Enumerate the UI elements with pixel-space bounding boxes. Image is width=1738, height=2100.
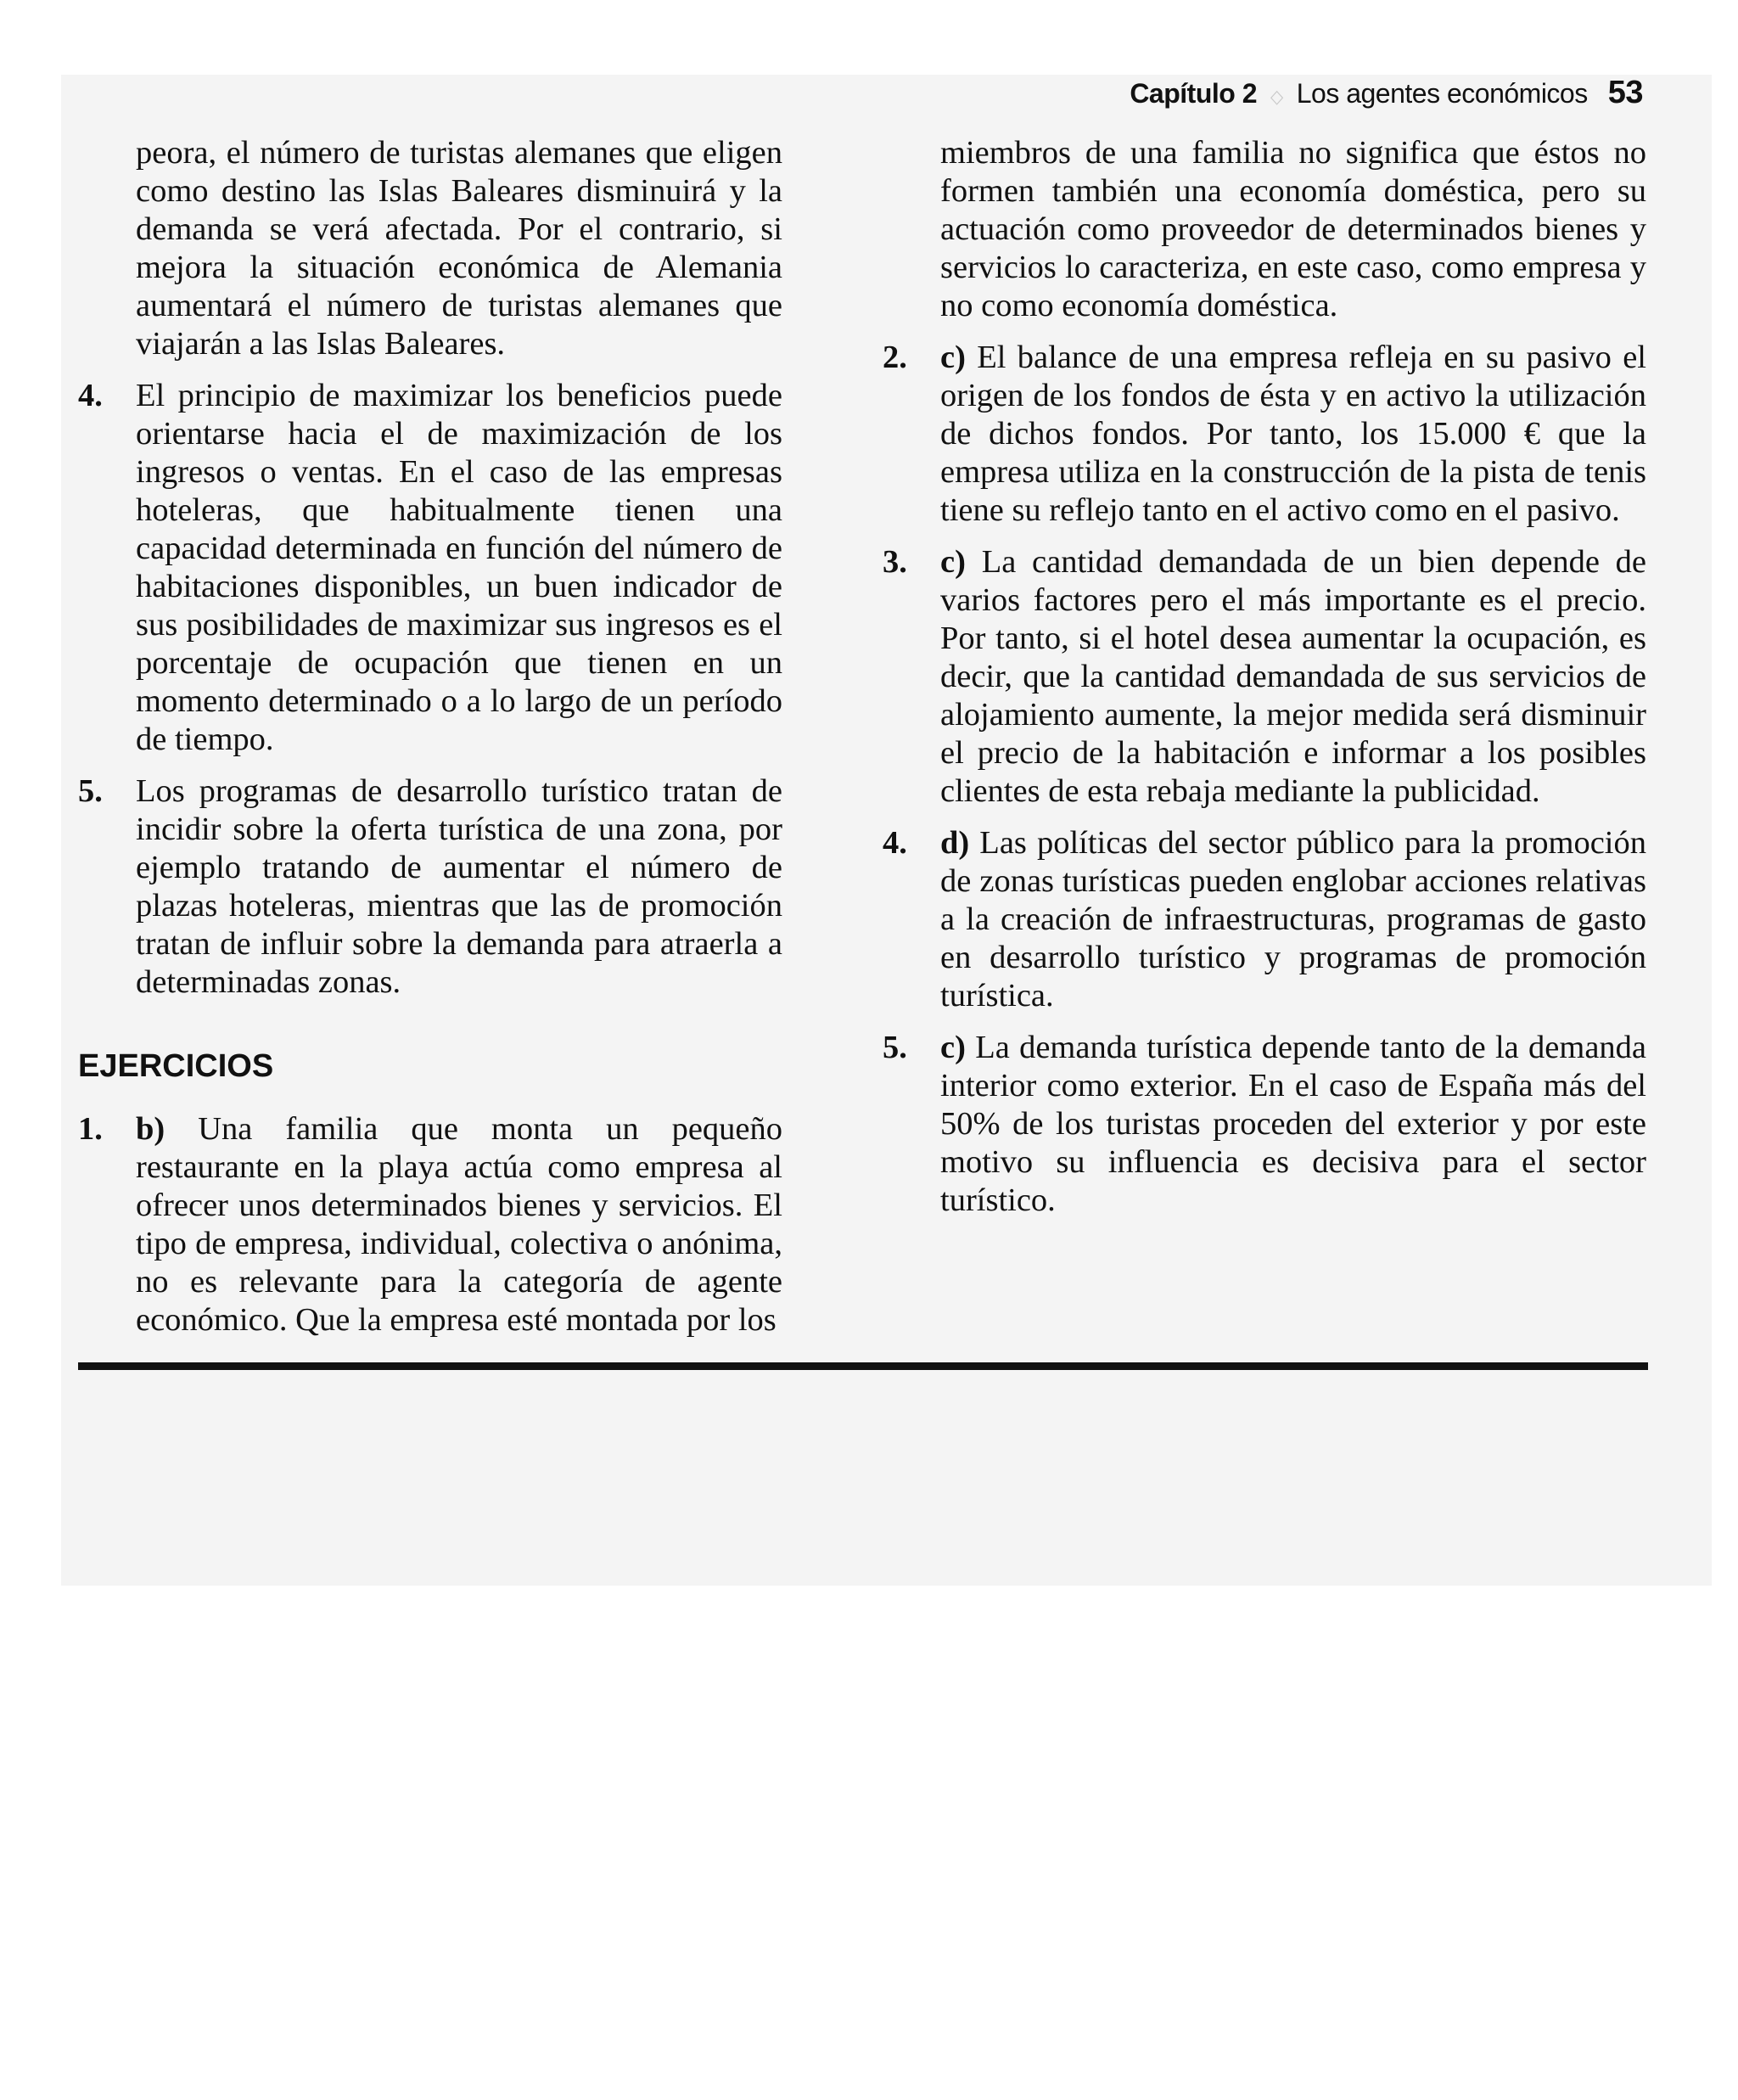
exercise-answer-5: [883, 1029, 1646, 1220]
item-number: 4.: [78, 378, 103, 413]
exercise-text: [940, 824, 1646, 1015]
bottom-rule: [78, 1362, 1648, 1370]
exercise-answer-4: [883, 824, 1646, 1015]
item-text: El principio de maximizar los beneficios puede orientarse hacia el de maximización de los ingresos o ventas. En el caso de las empresas hoteleras, que habitualmente tienen una capacidad determinada en función del número de habitaciones disponibles, un buen indicador de sus posibilidades de maximizar sus ingresos es el porcentaje de ocupación que tienen en un momento determinado o a lo largo de un período de tiempo.: [136, 378, 782, 757]
exercise-number: 2.: [883, 340, 907, 375]
exercise-answer-1: [78, 1110, 782, 1339]
exercise-text: [940, 543, 1646, 811]
exercise-text: [136, 1110, 782, 1339]
item-text: Los programas de desarrollo turístico tratan de incidir sobre la oferta turística de una zona, por ejemplo tratando de aumentar el número de plazas hoteleras, mientras que las de promoción tratan de influir sobre la demanda para atraerla a determinadas zonas.: [136, 773, 782, 1000]
exercise-number: 1.: [78, 1111, 103, 1147]
page-number: 53: [1607, 75, 1643, 110]
answer-explanation: La demanda turística depende tanto de la demanda interior como exterior. En el caso de España más del 50% de los turistas proceden del exterior y por este motivo su influencia es decisiva para el sector turístico.: [940, 1030, 1647, 1218]
exercise-number: 3.: [883, 544, 907, 580]
answer-letter: c): [940, 544, 966, 580]
section-heading: EJERCICIOS: [78, 1048, 274, 1084]
answer-explanation: La cantidad demandada de un bien depende de varios factores pero el más importante es el precio. Por tanto, si el hotel desea aumentar la ocupación, es decir, que la cantidad demandada de sus servicios de alojamiento aumente, la mejor medida será disminuir el precio de la habitación e informar a los posibles clientes de esta rebaja mediante la publicidad.: [940, 544, 1647, 809]
exercise-number: 5.: [883, 1030, 907, 1065]
left-column: [78, 134, 782, 1353]
running-header: [1130, 75, 1643, 115]
answer-explanation: Las políticas del sector público para la promoción de zonas turísticas pueden englobar acciones relativas a la creación de infraestructuras, programas de gasto en desarrollo turístico y programas de promoción turística.: [940, 825, 1647, 1014]
exercise-number: 4.: [883, 825, 907, 861]
chapter-title: Los agentes económicos: [1296, 78, 1588, 109]
continued-paragraph: peora, el número de turistas alemanes que eligen como destino las Islas Baleares disminuirá y la demanda se verá afectada. Por el contrario, si mejora la situación económica de Alemania aumentará el número de turistas alemanes que viajarán a las Islas Baleares.: [136, 135, 782, 362]
exercise-text: [940, 1029, 1646, 1220]
answer-explanation: Una familia que monta un pequeño restaurante en la playa actúa como empresa al ofrecer unos determinados bienes y servicios. El tipo de empresa, individual, colectiva o anónima, no es relevante para la categoría de agente económico. Que la empresa esté montada por los: [136, 1111, 783, 1338]
answer-letter: c): [940, 1030, 966, 1065]
item-number: 5.: [78, 773, 103, 809]
continued-paragraph: miembros de una familia no significa que éstos no formen también una economía doméstica, pero su actuación como proveedor de determinados bienes y servicios lo caracteriza, en este caso, como empresa y no como economía doméstica.: [940, 135, 1646, 323]
answer-letter: d): [940, 825, 970, 861]
answer-explanation: El balance de una empresa refleja en su pasivo el origen de los fondos de ésta y en activo la utilización de dichos fondos. Por tanto, los 15.000 € que la empresa utiliza en la construcción de la pista de tenis tiene su reflejo tanto en el activo como en el pasivo.: [940, 340, 1646, 528]
chapter-label: Capítulo 2: [1130, 78, 1257, 109]
exercise-answer-2: [883, 339, 1646, 530]
exercise-answer-3: [883, 543, 1646, 811]
answer-letter: b): [136, 1111, 165, 1147]
list-item-5: [78, 772, 782, 1002]
answer-letter: c): [940, 340, 966, 375]
right-column: [883, 134, 1646, 1233]
list-item-4: [78, 377, 782, 759]
header-separator-icon: ◇: [1270, 86, 1283, 107]
exercise-text: [940, 339, 1646, 530]
